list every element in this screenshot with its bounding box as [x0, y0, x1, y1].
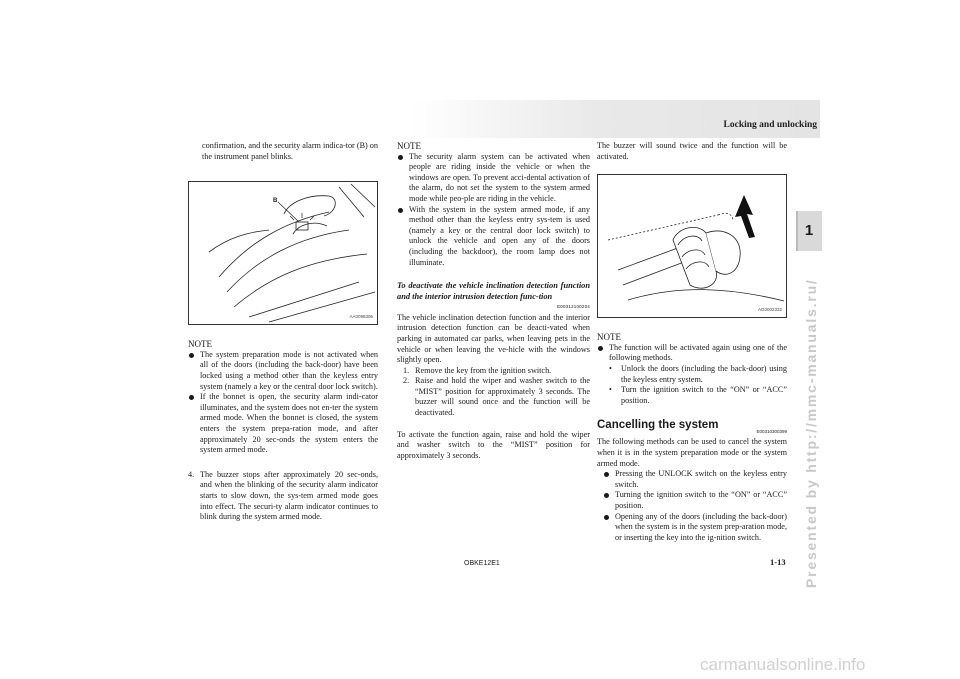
- column-3: [597, 141, 787, 543]
- chapter-number: 1: [804, 222, 814, 239]
- note-item: If the bonnet is open, the security alarm indi-cator illuminates, and the system does not en-ter the system armed mode. When the bonnet is closed, the system enters the system prepa-ration mode, and after approximately 20 sec-onds the system enters the system armed mode.: [188, 392, 378, 456]
- note-label: NOTE: [597, 332, 621, 343]
- site-brand: carmanualsonline.info: [700, 655, 866, 674]
- method-item: Turning the ignition switch to the “ON” or “ACC” position.: [603, 490, 787, 511]
- page-number: 1-13: [770, 557, 786, 567]
- method-item: Opening any of the doors (including the back-door) when the system is in the system prep-aration mode, or inserting the key into the ig-nition switch.: [603, 512, 787, 544]
- bullet-dot: [604, 493, 609, 498]
- section-title: To deactivate the vehicle inclination detection function and the interior intrusion detection func-tion: [397, 281, 590, 301]
- note-item: With the system in the system armed mode, if any method other than the keyless entry sys-tem is used (namely a key or the central door lock switch) to unlock the vehicle and open any of the doors (including the backdoor), the room lamp does not illuminate.: [397, 205, 590, 269]
- paragraph: The vehicle inclination detection function and the interior intrusion detection function can be deacti-vated when parking in automated car parks, when leaving pets in the vehicle or when leaving the ve-hicle with the windows slightly open.: [397, 312, 590, 365]
- header-title: Locking and unlocking: [723, 120, 817, 130]
- column-1: [188, 141, 378, 523]
- instrument-panel-figure: [188, 181, 378, 325]
- header-band: [412, 100, 820, 138]
- wiper-switch-figure: [597, 174, 787, 318]
- section-heading-row: [597, 420, 787, 434]
- note-label: NOTE: [397, 141, 421, 151]
- figure-code: AA0098306: [349, 313, 373, 319]
- bullet-dot: [189, 395, 194, 400]
- section-code: E00310300399: [756, 429, 787, 435]
- bullet-dot: [604, 472, 609, 477]
- footer-code: OBKE12E1: [464, 560, 500, 567]
- method-item: Pressing the UNLOCK switch on the keyless entry switch.: [603, 469, 787, 490]
- note-item: The security alarm system can be activated when people are riding inside the vehicle or when the windows are open. To prevent acci-dental activation of the alarm, do not set the system to the system armed mode while peo-ple are riding in the vehicle.: [397, 152, 590, 205]
- step-item: 4. The buzzer stops after approximately 20 sec-onds, and when the blinking of the security alarm indicator starts to slow down, the sys-tem armed mode goes into effect. The securi-ty alarm indicator continues to blink during the system armed mode.: [188, 469, 378, 522]
- bullet-dot: [598, 346, 603, 351]
- step-item: 1. Remove the key from the ignition switch.: [403, 365, 552, 375]
- bullet-dot: [604, 515, 609, 520]
- sub-item: • Turn the ignition switch to the “ON” or “ACC” position.: [609, 385, 787, 405]
- note-item: The system preparation mode is not activated when all of the doors (including the back-door) have been locked using a method other than the keyless entry system (namely a key or the central door lock switch).: [188, 350, 378, 392]
- bullet-dot: [398, 155, 403, 160]
- sub-item: • Unlock the doors (including the back-door) using the keyless entry system.: [609, 363, 787, 384]
- bullet-dot: [398, 208, 403, 213]
- watermark: Presented by http://mmc-manuals.ru/: [803, 278, 819, 588]
- figure-code: AG0002332: [757, 306, 782, 312]
- paragraph: To activate the function again, raise and hold the wiper and washer switch to the “MIST” position for approximately 3 seconds.: [397, 429, 590, 460]
- note-label: NOTE: [188, 339, 212, 350]
- bullet-dot: [189, 353, 194, 358]
- instrument-panel-illustration: [189, 182, 377, 324]
- paragraph: The following methods can be used to cancel the system when it is in the system preparation mode or the system armed mode.: [597, 437, 787, 468]
- column-2: [397, 141, 590, 461]
- figure-label-b: B: [273, 198, 278, 205]
- section-code: E00312100204: [557, 304, 590, 310]
- note-item: The function will be activated again using one of the following methods.: [597, 343, 787, 364]
- wiper-switch-illustration: [598, 175, 786, 317]
- intro-text: The buzzer will sound twice and the function will be activated.: [597, 141, 787, 161]
- section-heading: Cancelling the system: [597, 419, 719, 432]
- step-item: 2. Raise and hold the wiper and washer switch to the “MIST” position for approximately 3 seconds. The buzzer will sound once and the function will be deactivated.: [403, 376, 590, 418]
- intro-text: confirmation, and the security alarm indica-tor (B) on the instrument panel blinks.: [202, 141, 378, 161]
